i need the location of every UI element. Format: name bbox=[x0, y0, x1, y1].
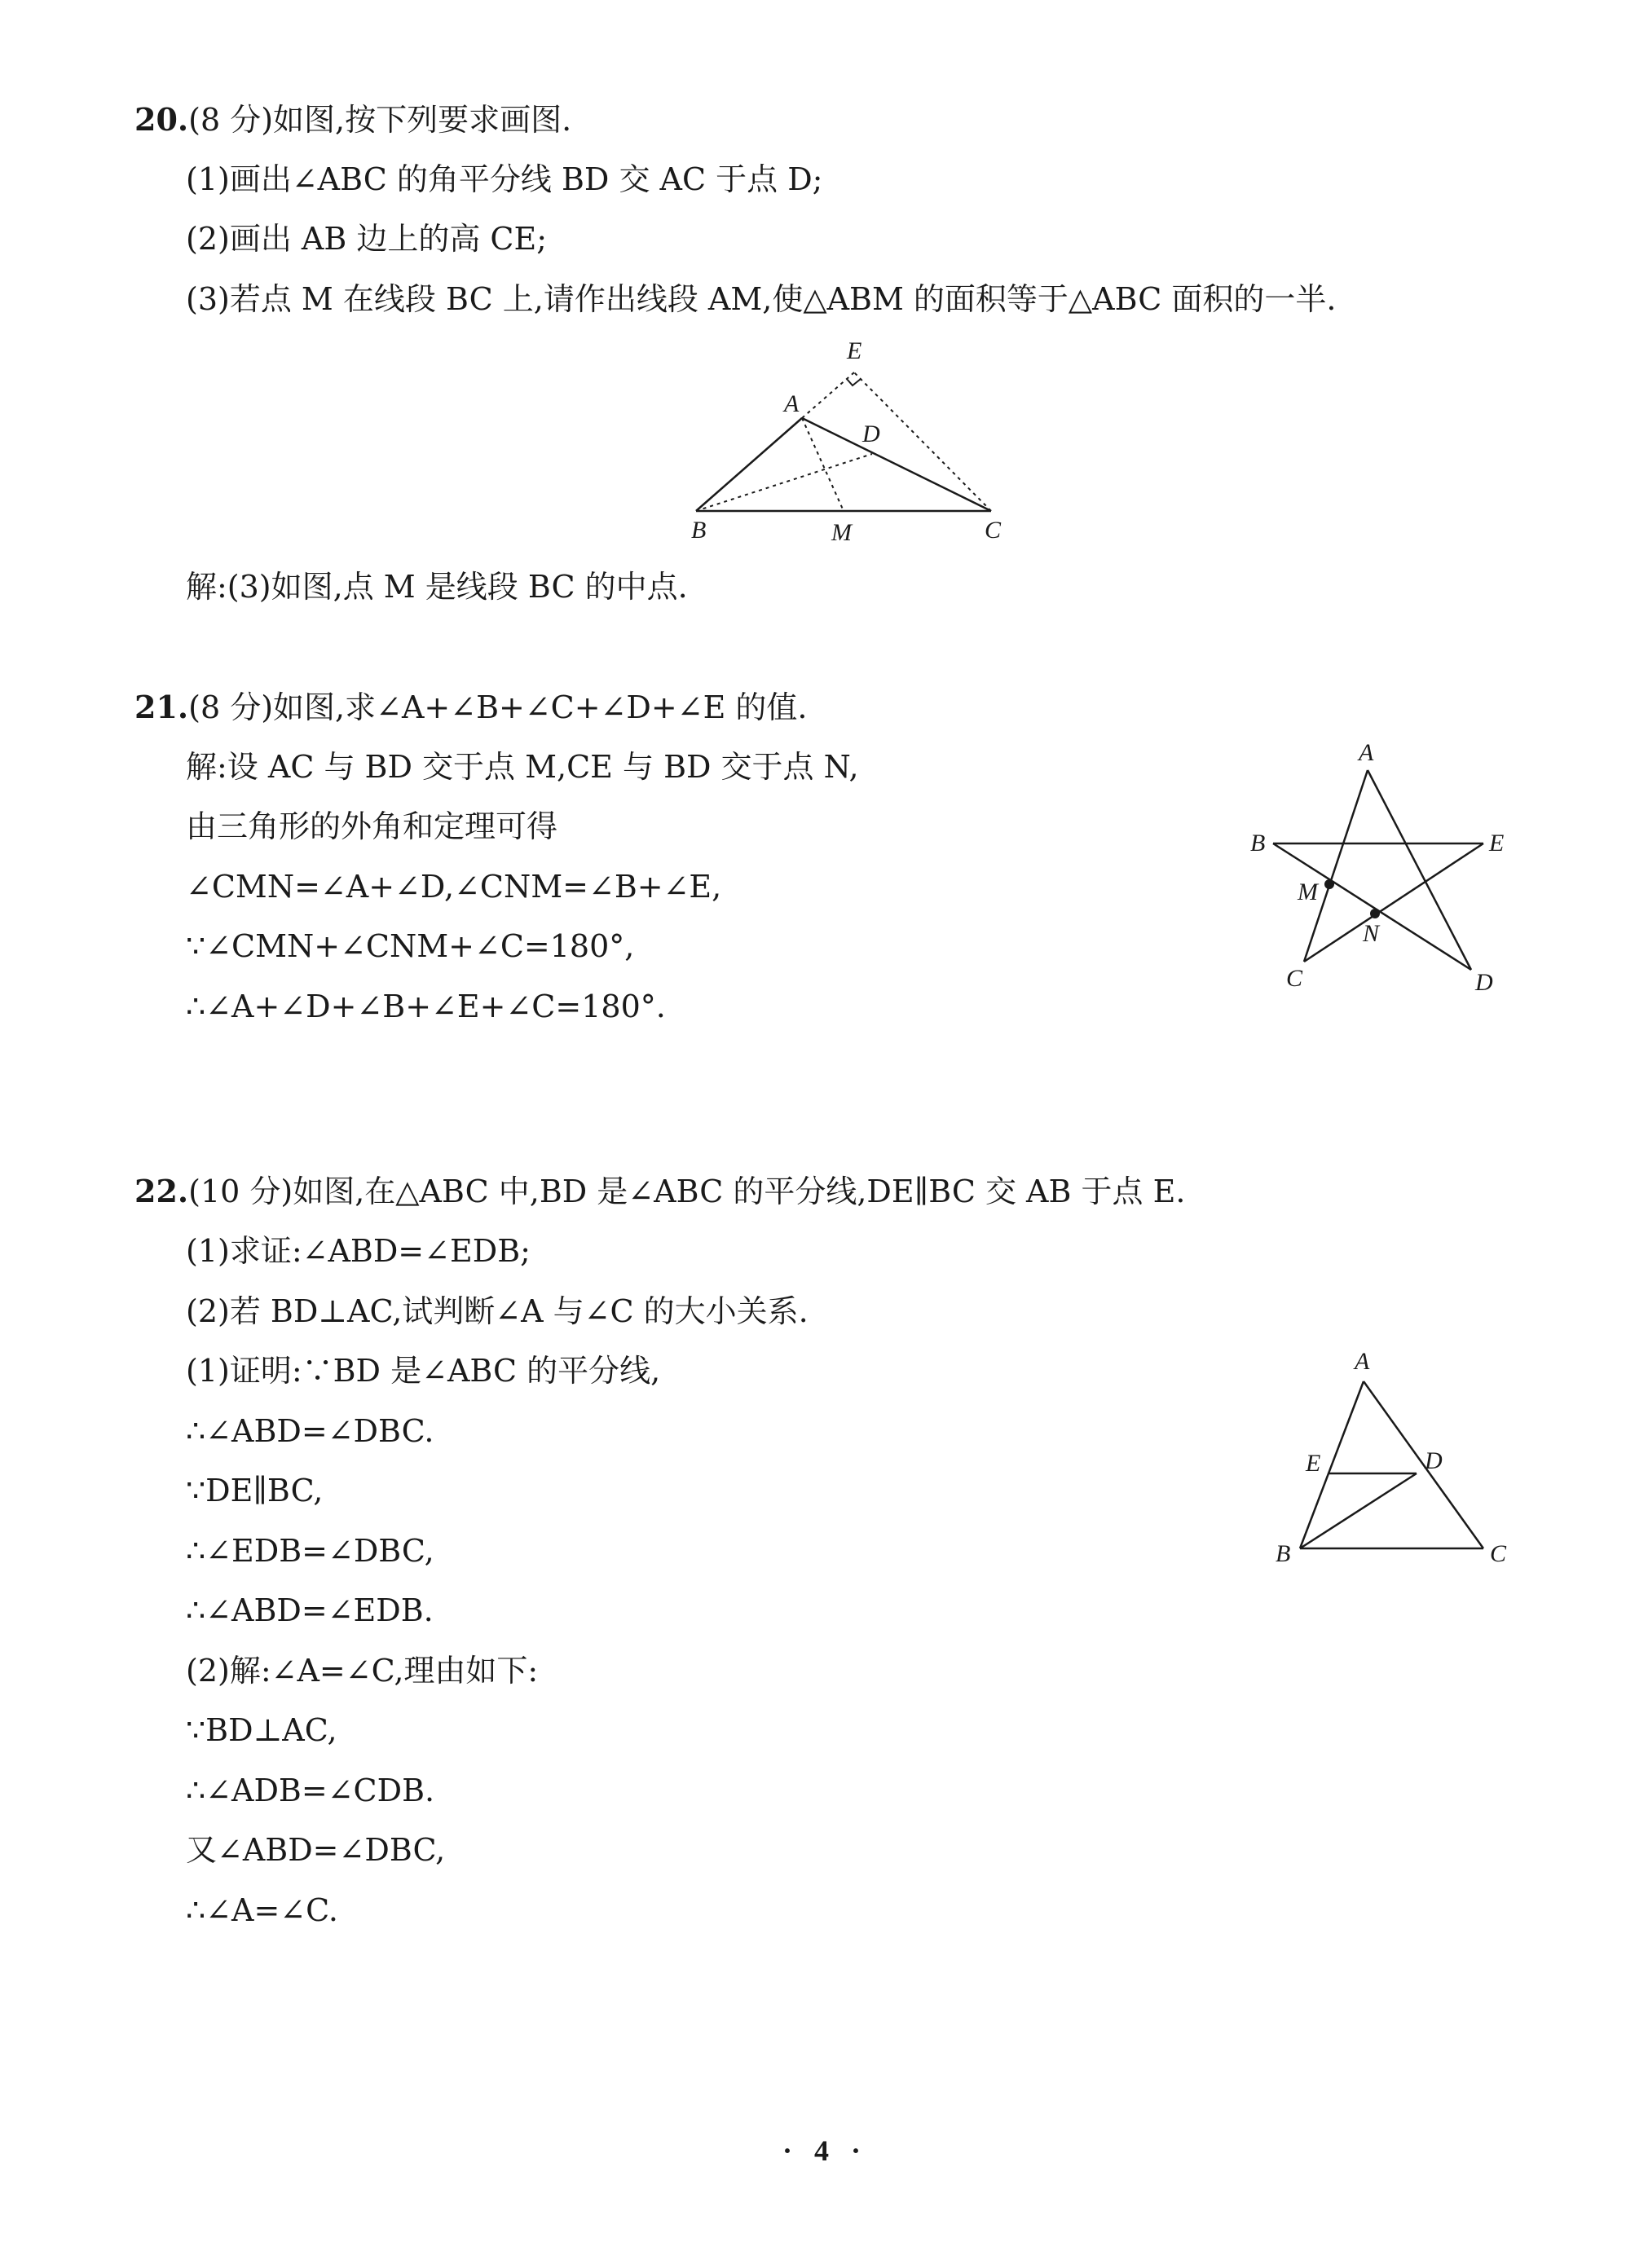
q20-label-e: E bbox=[847, 337, 862, 364]
q21-label-a: A bbox=[1359, 739, 1374, 766]
q21-label-m: M bbox=[1298, 879, 1318, 905]
q21-star-figure bbox=[1247, 738, 1524, 998]
q22-label-e: E bbox=[1306, 1450, 1321, 1477]
q22-line-10: ∴∠ADB=∠CDB. bbox=[186, 1773, 435, 1808]
q22-label-c: C bbox=[1490, 1540, 1507, 1567]
q22-label-d: D bbox=[1425, 1447, 1443, 1474]
page-number bbox=[782, 2134, 861, 2168]
q20-label-c: C bbox=[985, 517, 1002, 544]
q21-segment-ac bbox=[1304, 770, 1368, 962]
q22-figure bbox=[1263, 1345, 1524, 1581]
q22-line-8: (2)解:∠A=∠C,理由如下: bbox=[186, 1653, 539, 1689]
q21-segment-ce bbox=[1304, 843, 1483, 962]
q20-label-b: B bbox=[691, 517, 707, 544]
q21-label-c: C bbox=[1286, 965, 1303, 992]
q22-line-11: 又∠ABD=∠DBC, bbox=[186, 1832, 446, 1868]
q22-header: (10 分)如图,在△ABC 中,BD 是∠ABC 的平分线,DE∥BC 交 AB 于点 E. bbox=[188, 1174, 1186, 1209]
q20-part-1: (1)画出∠ABC 的角平分线 BD 交 AC 于点 D; bbox=[186, 161, 823, 197]
page-number-value: 4 bbox=[814, 2134, 830, 2167]
q21-header: (8 分)如图,求∠A+∠B+∠C+∠D+∠E 的值. bbox=[188, 689, 808, 725]
q21-line-1: 解:设 AC 与 BD 交于点 M,CE 与 BD 交于点 N, bbox=[186, 749, 859, 785]
q22-line-7: ∴∠ABD=∠EDB. bbox=[186, 1592, 434, 1628]
q21-title bbox=[134, 687, 807, 728]
page-number-dot-left: · bbox=[782, 2134, 793, 2167]
q21-segment-ad bbox=[1368, 770, 1471, 970]
q20-part-3: (3)若点 M 在线段 BC 上,请作出线段 AM,使△ABM 的面积等于△ABC 面积的一半. bbox=[186, 281, 1337, 317]
q21-point-n bbox=[1370, 909, 1380, 918]
q21-line-4: ∵∠CMN+∠CNM+∠C=180°, bbox=[186, 928, 635, 964]
q22-line-1: (1)求证:∠ABD=∠EDB; bbox=[186, 1233, 531, 1269]
q21-segment-bd bbox=[1273, 843, 1471, 970]
q22-title bbox=[134, 1171, 1185, 1212]
q21-label-d: D bbox=[1475, 969, 1493, 996]
q20-segment-ae bbox=[802, 372, 854, 418]
q20-title bbox=[134, 99, 571, 140]
q20-part-2: (2)画出 AB 边上的高 CE; bbox=[186, 221, 548, 257]
q20-right-angle-mark bbox=[847, 379, 861, 385]
q21-line-5: ∴∠A+∠D+∠B+∠E+∠C=180°. bbox=[186, 989, 666, 1024]
q20-answer: 解:(3)如图,点 M 是线段 BC 的中点. bbox=[186, 569, 688, 605]
q22-segment-bd bbox=[1300, 1473, 1417, 1548]
q20-segment-bd bbox=[696, 454, 872, 511]
page-number-dot-right: · bbox=[851, 2134, 861, 2167]
q20-label-m: M bbox=[831, 519, 852, 546]
q20-figure bbox=[676, 330, 1019, 550]
q20-header: (8 分)如图,按下列要求画图. bbox=[188, 102, 572, 138]
q22-line-4: ∴∠ABD=∠DBC. bbox=[186, 1413, 434, 1449]
q22-label-a: A bbox=[1355, 1348, 1370, 1375]
q22-line-2: (2)若 BD⊥AC,试判断∠A 与∠C 的大小关系. bbox=[186, 1293, 809, 1329]
q21-label-e: E bbox=[1489, 830, 1505, 857]
q21-number: 21. bbox=[134, 689, 189, 725]
q21-line-2: 由三角形的外角和定理可得 bbox=[186, 808, 558, 844]
q21-label-n: N bbox=[1363, 920, 1380, 947]
q22-label-b: B bbox=[1276, 1540, 1291, 1567]
q22-line-3: (1)证明:∵BD 是∠ABC 的平分线, bbox=[186, 1353, 661, 1389]
q21-line-3: ∠CMN=∠A+∠D,∠CNM=∠B+∠E, bbox=[186, 869, 722, 905]
q20-segment-ab bbox=[696, 418, 802, 511]
q22-line-6: ∴∠EDB=∠DBC, bbox=[186, 1533, 434, 1569]
q22-segment-ac bbox=[1364, 1381, 1483, 1548]
q22-line-12: ∴∠A=∠C. bbox=[186, 1892, 338, 1928]
q22-line-9: ∵BD⊥AC, bbox=[186, 1712, 337, 1748]
q20-label-a: A bbox=[784, 390, 800, 417]
q20-number: 20. bbox=[134, 101, 189, 138]
q22-number: 22. bbox=[134, 1173, 189, 1209]
q20-segment-ac bbox=[802, 418, 991, 511]
q22-line-5: ∵DE∥BC, bbox=[186, 1473, 324, 1508]
q20-label-d: D bbox=[862, 421, 880, 447]
q21-label-b: B bbox=[1250, 830, 1266, 857]
q21-point-m bbox=[1324, 879, 1334, 889]
